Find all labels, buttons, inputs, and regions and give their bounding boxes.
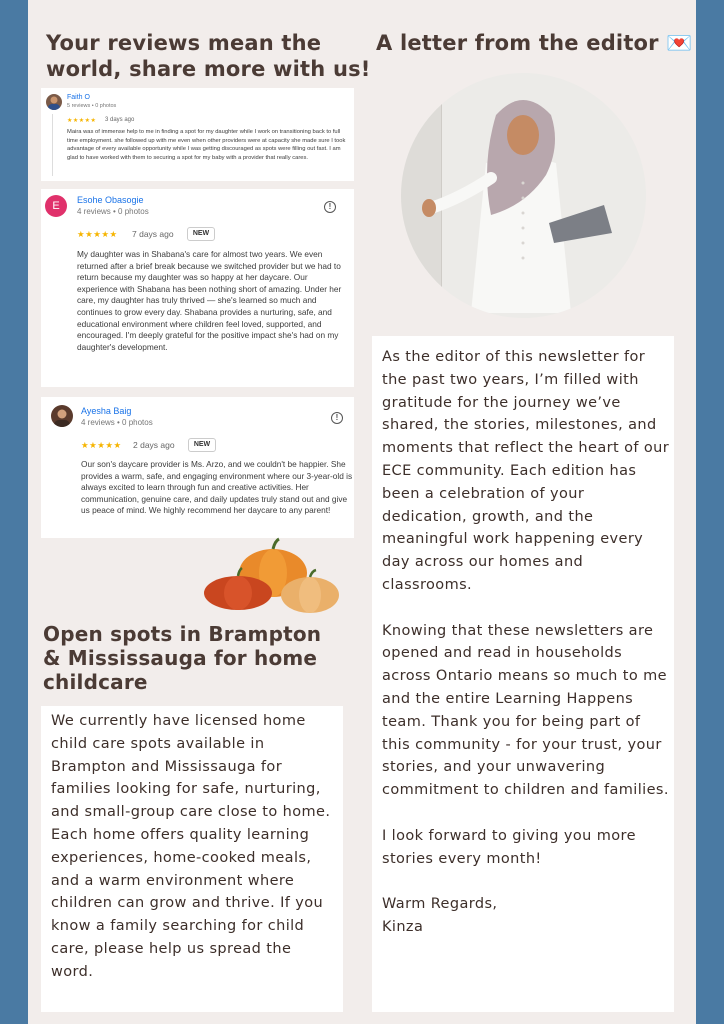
star-rating: ★★★★★ (81, 440, 122, 450)
review-date: 2 days ago (133, 440, 175, 450)
avatar (51, 405, 73, 427)
review-card (41, 88, 354, 181)
newsletter-page (28, 0, 696, 1024)
letter-paragraph: I look forward to giving you more stories every month! (382, 827, 636, 867)
avatar (46, 94, 62, 110)
reviewer-meta: 4 reviews • 0 photos (81, 418, 153, 427)
divider (52, 114, 53, 176)
editor-letter-card (372, 336, 674, 1012)
review-text: Maira was of immense help to me in finding a spot for my daughter while I work on transitioning back to full time employment. she followed up with me even when other providers were at capacity she made sure I took advantage of every available opportunity while I was getting discouraged as spots were filling out fast. I am glad to have worked with them to securing a spot for my baby with a provider that really cares. (67, 129, 346, 161)
reviewer-meta: 5 reviews • 0 photos (67, 103, 117, 109)
new-badge: NEW (187, 227, 215, 241)
reviews-heading: Your reviews mean the world, share more with us! (46, 31, 371, 81)
reviewer-name[interactable]: Ayesha Baig (81, 406, 132, 416)
info-icon[interactable]: ! (324, 201, 336, 213)
avatar: E (45, 195, 67, 217)
open-spots-body: We currently have licensed home child care spots available in Brampton and Mississauga for families looking for safe, nurturing, and small-group care close to home. Each home offers quality learning experiences, home-cooked meals, and a warm environment where children can grow and thrive. If you know a family searching for child care, please help us spread the word. (51, 713, 331, 980)
review-card (41, 397, 354, 538)
editor-photo (401, 73, 646, 318)
new-badge: NEW (188, 438, 216, 452)
pumpkins-illustration (203, 535, 343, 615)
star-rating: ★★★★★ (77, 229, 118, 239)
letter-signoff: Warm Regards, (382, 896, 498, 913)
open-spots-card (41, 706, 343, 1012)
reviewer-meta: 4 reviews • 0 photos (77, 207, 149, 216)
editor-heading: A letter from the editor 💌 (376, 31, 693, 55)
review-text: My daughter was in Shabana's care for almost two years. We even returned after a brief break because we switched provider but we had to return because my daughter was so happy at her daycare. Our experience with Shabana has been nothing short of amazing. Under her care, my daughter has truly thrived — she's learned so much and continues to grow every day. Shabana provides a nurturing, safe, and educational environment where children feel loved, supported, and encouraged. I'm deeply grateful for the positive impact she's had on my daughter's development. (77, 249, 342, 352)
reviewer-name[interactable]: Esohe Obasogie (77, 195, 144, 205)
reviewer-name[interactable]: Faith O (67, 94, 90, 101)
review-text: Our son's daycare provider is Ms. Arzo, and we couldn't be happier. She provides a warm, safe, and engaging environment where our 3-year-old is always excited to learn through fun and creative activities. Her communication, genuine care, and daily updates truly stand out and give us peace of mind. We highly recommend her daycare to any parent! (81, 459, 353, 516)
review-date: 7 days ago (132, 229, 174, 239)
letter-paragraph: As the editor of this newsletter for the past two years, I’m filled with gratitude for the journey we’ve shared, the stories, milestones, and moments that reflect the heart of our ECE community. Each edition has been a celebration of your dedication, growth, and the meaningful work happening every day across our homes and classrooms. (382, 349, 670, 593)
review-card (41, 189, 354, 387)
star-rating: ★★★★★ (67, 118, 97, 124)
open-spots-heading: Open spots in Brampton & Mississauga for home childcare (43, 622, 322, 694)
review-date: 3 days ago (105, 117, 135, 123)
letter-signature: Kinza (382, 918, 424, 935)
letter-paragraph: Knowing that these newsletters are opened and read in households across Ontario means so much to me and the entire Learning Happens team. Thank you for being part of this community - for your trust, your stories, and your unwavering commitment to children and families. (382, 622, 669, 799)
info-icon[interactable]: ! (331, 412, 343, 424)
